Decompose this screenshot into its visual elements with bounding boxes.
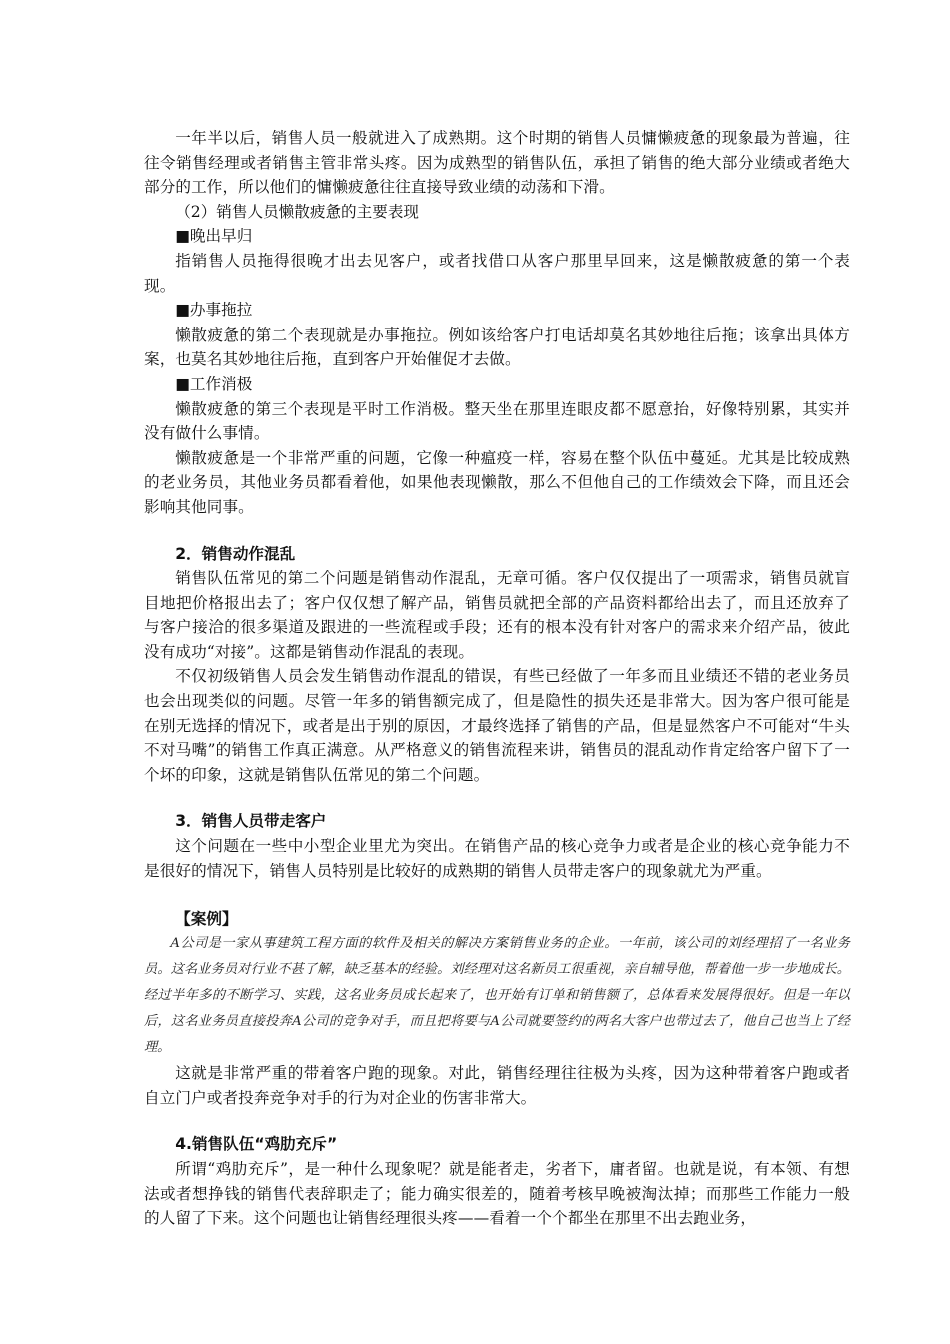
paragraph: 指销售人员拖得很晚才出去见客户，或者找借口从客户那里早回来，这是懒散疲惫的第一个表现。 [144,251,850,295]
spacer [144,787,850,809]
bullet-heading: ■办事拖拉 [175,301,253,320]
spacer [144,1110,850,1132]
paragraph: 这个问题在一些中小型企业里尤为突出。在销售产品的核心竞争力或者是企业的核心竞争能力不是很好的情况下，销售人员特别是比较好的成熟期的销售人员带走客户的现象就尤为严重。 [144,837,850,880]
case-text: A公司是一家从事建筑工程方面的软件及相关的解决方案销售业务的企业。一年前，该公司的刘经理招了一名业务员。这名业务员对行业不甚了解，缺乏基本的经验。刘经理对这名新员工很重视，亲自辅导他，帮着他一步一步地成长。经过半年多的不断学习、实践，这名业务员成长起来了，也开始有订单和销售额了，总体看来发展得很好。但是一年以后，这名业务员直接投奔A公司的竞争对手，而且把将要与A公司就要签约的两名大客户也带过去了，他自己也当上了经理。 [144,936,850,1056]
spacer [144,883,850,907]
paragraph: 这就是非常严重的带着客户跑的现象。对此，销售经理往往极为头疼，因为这种带着客户跑或者自立门户或者投奔竞争对手的行为对企业的伤害非常大。 [144,1064,850,1107]
case-heading: 【案例】 [175,910,238,929]
section-heading: 4.销售队伍“鸡肋充斥” [175,1135,338,1154]
document-body [144,126,850,1231]
spacer [144,520,850,542]
paragraph: 所谓“鸡肋充斥”，是一种什么现象呢？就是能者走，劣者下，庸者留。也就是说，有本领、有想法或者想挣钱的销售代表辞职走了；能力确实很差的，随着考核早晚被淘汰掉；而那些工作能力一般的人留了下来。这个问题也让销售经理很头疼——看着一个个都坐在那里不出去跑业务， [144,1160,850,1228]
section-heading: 3．销售人员带走客户 [175,812,327,831]
paragraph: 懒散疲惫的第三个表现是平时工作消极。整天坐在那里连眼皮都不愿意抬，好像特别累，其实并没有做什么事情。 [144,399,850,443]
paragraph: 懒散疲惫的第二个表现就是办事拖拉。例如该给客户打电话却莫名其妙地往后拖；该拿出具体方案，也莫名其妙地往后拖，直到客户开始催促才去做。 [144,325,850,369]
paragraph: 懒散疲惫是一个非常严重的问题，它像一种瘟疫一样，容易在整个队伍中蔓延。尤其是比较成熟的老业务员，其他业务员都看着他，如果他表现懒散，那么不但他自己的工作绩效会下降，而且还会影响其他同事。 [144,448,850,516]
paragraph: 一年半以后，销售人员一般就进入了成熟期。这个时期的销售人员慵懒疲惫的现象最为普遍，往往令销售经理或者销售主管非常头疼。因为成熟型的销售队伍，承担了销售的绝大部分业绩或者绝大部分的工作，所以他们的慵懒疲惫往往直接导致业绩的动荡和下滑。 [144,129,850,197]
section-heading: 2．销售动作混乱 [175,544,296,563]
sub-heading: （2）销售人员懒散疲惫的主要表现 [175,202,420,221]
paragraph: 不仅初级销售人员会发生销售动作混乱的错误，有些已经做了一年多而且业绩还不错的老业务员也会出现类似的问题。尽管一年多的销售额完成了，但是隐性的损失还是非常大。因为客户很可能是在别无选择的情况下，或者是出于别的原因，才最终选择了销售的产品，但是显然客户不可能对“牛头不对马嘴”的销售工作真正满意。从严格意义的销售流程来讲，销售员的混乱动作肯定给客户留下了一个坏的印象，这就是销售队伍常见的第二个问题。 [144,667,850,784]
bullet-heading: ■晚出早归 [175,227,253,246]
paragraph: 销售队伍常见的第二个问题是销售动作混乱，无章可循。客户仅仅提出了一项需求，销售员就盲目地把价格报出去了；客户仅仅想了解产品，销售员就把全部的产品资料都给出去了，而且还放弃了与客户接洽的很多渠道及跟进的一些流程或手段；还有的根本没有针对客户的需求来介绍产品，彼此没有成功“对接”。这都是销售动作混乱的表现。 [144,569,850,661]
bullet-heading: ■工作消极 [175,374,253,393]
